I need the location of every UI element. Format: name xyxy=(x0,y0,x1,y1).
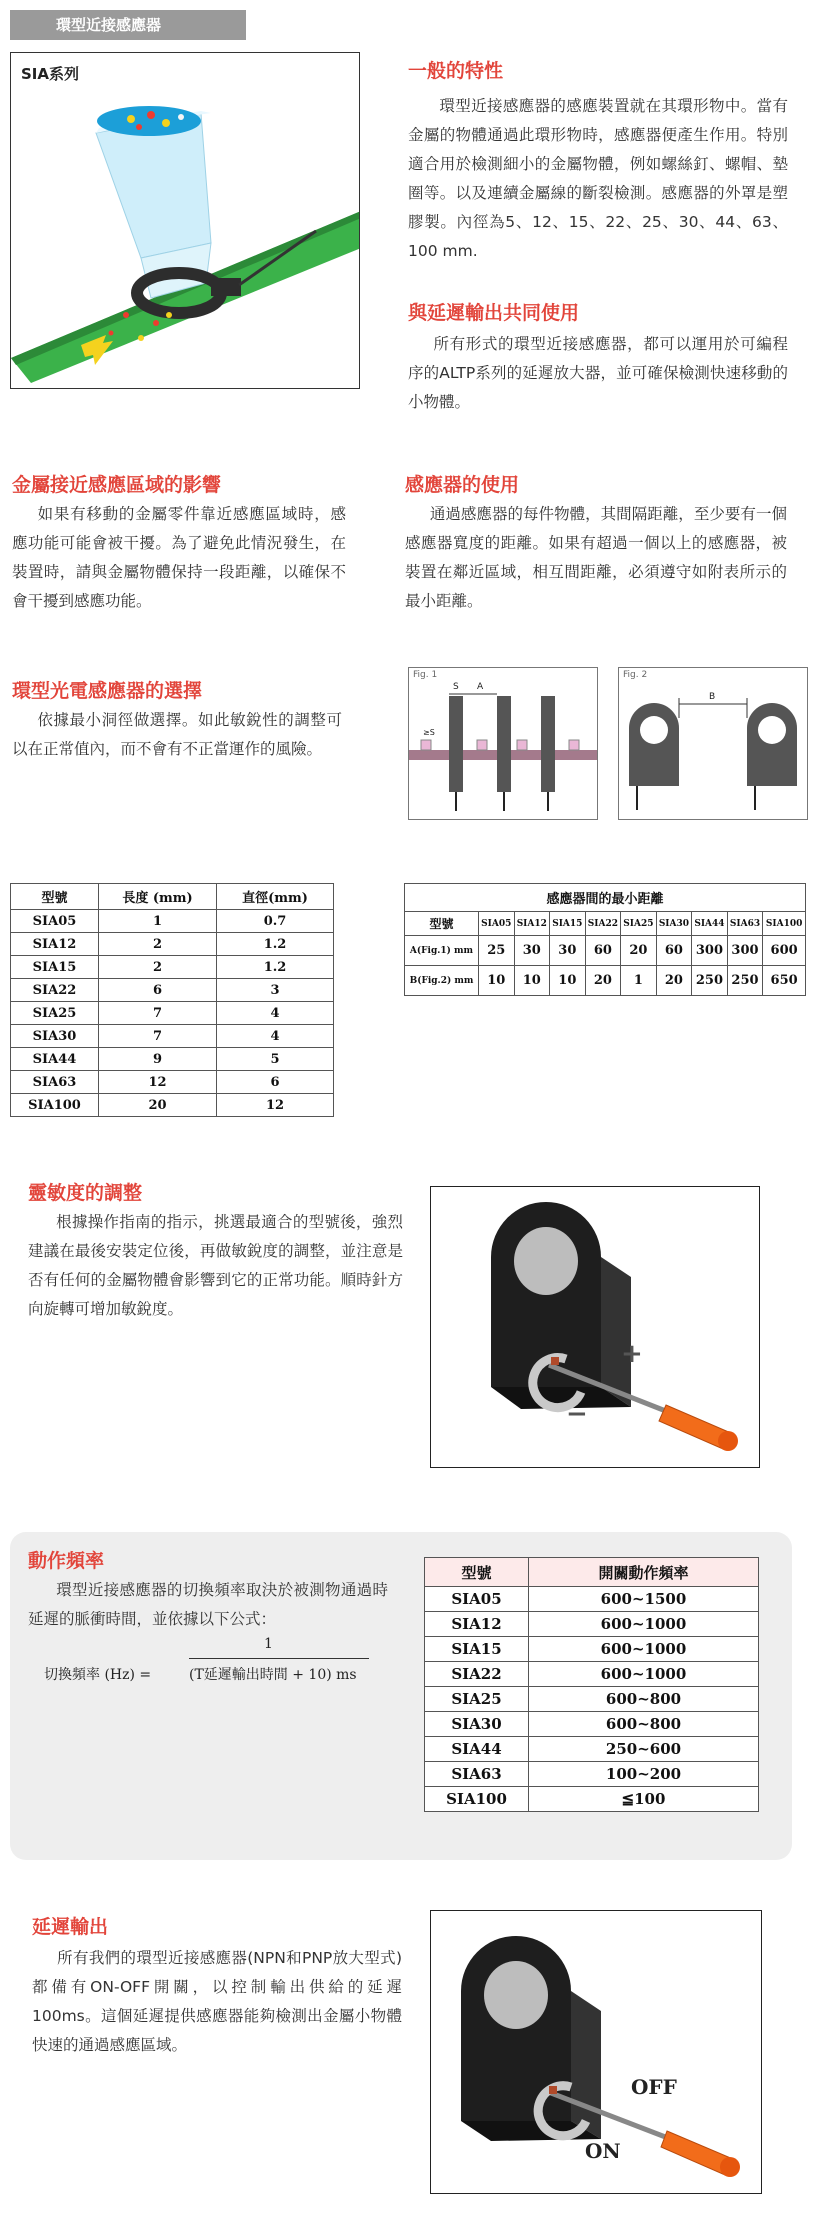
table-cell: SIA15 xyxy=(11,956,99,979)
table-row xyxy=(425,1637,759,1662)
distance-b-label: B(Fig.2) mm xyxy=(405,966,479,996)
table-row xyxy=(425,1612,759,1637)
size-table-body xyxy=(11,910,334,1117)
conveyor-sensor-illustration xyxy=(11,53,360,389)
table-cell: 600~1000 xyxy=(529,1637,759,1662)
selection-heading: 環型光電感應器的選擇 xyxy=(12,680,203,702)
table-cell: SIA100 xyxy=(11,1094,99,1117)
sensitivity-heading: 靈敏度的調整 xyxy=(28,1182,143,1204)
sensitivity-image xyxy=(430,1186,760,1468)
table-row xyxy=(11,1094,334,1117)
figure-2-diagram xyxy=(619,668,808,820)
figure-1-ds-label: ≥S xyxy=(423,728,435,737)
distance-a-cell: 600 xyxy=(763,936,806,966)
table-cell: 1.2 xyxy=(217,956,334,979)
general-text xyxy=(408,92,788,266)
distance-a-cell: 60 xyxy=(585,936,621,966)
table-cell: 12 xyxy=(99,1071,217,1094)
table-cell: SIA63 xyxy=(425,1762,529,1787)
table-cell: SIA05 xyxy=(11,910,99,933)
size-table-header xyxy=(11,884,334,910)
table-cell: 5 xyxy=(217,1048,334,1071)
table-cell: 600~1000 xyxy=(529,1612,759,1637)
delay-use-text xyxy=(408,330,788,417)
table-cell: SIA05 xyxy=(425,1587,529,1612)
table-cell: 6 xyxy=(217,1071,334,1094)
table-cell: 20 xyxy=(99,1094,217,1117)
distance-model-cell: SIA12 xyxy=(514,912,550,936)
table-cell: 7 xyxy=(99,1025,217,1048)
distance-b-cell: 10 xyxy=(514,966,550,996)
plus-label: + xyxy=(621,1339,643,1369)
page-title-bar xyxy=(10,10,246,40)
distance-b-cell: 1 xyxy=(621,966,657,996)
size-col-length: 長度 (mm) xyxy=(99,884,217,910)
figure-1-a-label: A xyxy=(477,682,484,692)
formula-line xyxy=(189,1658,369,1659)
distance-b-cell: 20 xyxy=(585,966,621,996)
figure-2-b-label: B xyxy=(709,692,716,702)
formula-denominator: (T延遲輸出時間 + 10) ms xyxy=(189,1667,357,1683)
table-cell: SIA12 xyxy=(425,1612,529,1637)
freq-col-frequency: 開關動作頻率 xyxy=(529,1558,759,1587)
table-row xyxy=(11,1025,334,1048)
minus-label: − xyxy=(566,1399,588,1429)
distance-b-cell: 650 xyxy=(763,966,806,996)
table-cell: ≦100 xyxy=(529,1787,759,1812)
distance-model-cell: SIA63 xyxy=(727,912,763,936)
distance-b-cell: 10 xyxy=(479,966,515,996)
selection-text-body: 依據最小洞徑做選擇。如此敏銳性的調整可以在正常值內，而不會有不正當運作的風險。 xyxy=(12,711,342,758)
distance-a-cell: 20 xyxy=(621,936,657,966)
table-cell: SIA15 xyxy=(425,1637,529,1662)
table-row xyxy=(425,1687,759,1712)
table-cell: 600~1000 xyxy=(529,1662,759,1687)
table-row xyxy=(425,1762,759,1787)
distance-a-cell: 60 xyxy=(656,936,692,966)
table-cell: SIA30 xyxy=(425,1712,529,1737)
distance-b-cell: 10 xyxy=(550,966,586,996)
freq-col-model: 型號 xyxy=(425,1558,529,1587)
distance-b-row xyxy=(405,966,806,996)
table-row xyxy=(425,1787,759,1812)
table-cell: 4 xyxy=(217,1025,334,1048)
size-col-model: 型號 xyxy=(11,884,99,910)
distance-a-label: A(Fig.1) mm xyxy=(405,936,479,966)
table-cell: 7 xyxy=(99,1002,217,1025)
delay-use-heading: 與延遲輸出共同使用 xyxy=(408,302,580,324)
size-table xyxy=(10,883,334,1117)
distance-model-cell: SIA15 xyxy=(550,912,586,936)
metal-text-body: 如果有移動的金屬零件靠近感應區域時，感應功能可能會被干擾。為了避免此情況發生，在裝置時，請與金屬物體保持一段距離，以確保不會干擾到感應功能。 xyxy=(12,505,346,610)
figure-1-s-label: S xyxy=(453,682,459,692)
table-cell: 100~200 xyxy=(529,1762,759,1787)
formula-numerator: 1 xyxy=(264,1636,273,1652)
table-row xyxy=(425,1662,759,1687)
distance-models-row xyxy=(405,912,806,936)
table-cell: 600~800 xyxy=(529,1712,759,1737)
table-row xyxy=(11,1071,334,1094)
frequency-text-body: 環型近接感應器的切換頻率取決於被測物通過時延遲的脈衝時間，並依據以下公式： xyxy=(28,1581,388,1628)
figure-2 xyxy=(618,667,808,820)
distance-model-cell: SIA44 xyxy=(692,912,728,936)
table-cell: 4 xyxy=(217,1002,334,1025)
distance-table-title: 感應器間的最小距離 xyxy=(405,884,806,912)
off-label: OFF xyxy=(631,2075,677,2099)
general-heading: 一般的特性 xyxy=(408,60,504,82)
sensitivity-text xyxy=(28,1208,403,1324)
frequency-table-body xyxy=(425,1587,759,1812)
table-cell: SIA63 xyxy=(11,1071,99,1094)
table-row xyxy=(11,979,334,1002)
table-cell: SIA25 xyxy=(425,1687,529,1712)
table-cell: 12 xyxy=(217,1094,334,1117)
delay-use-text-body: 所有形式的環型近接感應器，都可以運用於可編程序的ALTP系列的延遲放大器，並可確保檢測快速移動的小物體。 xyxy=(408,335,788,411)
distance-model-cell: SIA25 xyxy=(621,912,657,936)
selection-text xyxy=(12,706,342,764)
table-cell: SIA44 xyxy=(11,1048,99,1071)
table-cell: SIA30 xyxy=(11,1025,99,1048)
table-cell: 1 xyxy=(99,910,217,933)
table-row xyxy=(425,1737,759,1762)
distance-model-label: 型號 xyxy=(405,912,479,936)
table-row xyxy=(11,1002,334,1025)
figure-1-diagram xyxy=(409,668,598,820)
distance-a-row xyxy=(405,936,806,966)
table-cell: 2 xyxy=(99,956,217,979)
table-row xyxy=(11,933,334,956)
distance-a-cell: 300 xyxy=(727,936,763,966)
table-cell: 250~600 xyxy=(529,1737,759,1762)
frequency-table xyxy=(424,1557,759,1812)
distance-a-cell: 300 xyxy=(692,936,728,966)
formula-lhs: 切換頻率 (Hz) = xyxy=(44,1667,152,1683)
distance-model-cell: SIA22 xyxy=(585,912,621,936)
figure-2-label: Fig. 2 xyxy=(623,670,648,680)
distance-title-row xyxy=(405,884,806,912)
table-row xyxy=(11,1048,334,1071)
usage-text xyxy=(405,500,787,616)
usage-text-body: 通過感應器的每件物體，其間隔距離，至少要有一個感應器寬度的距離。如果有超過一個以上的感應器，被裝置在鄰近區域，相互間距離，必須遵守如附表所示的最小距離。 xyxy=(405,505,787,610)
frequency-text xyxy=(28,1576,388,1634)
distance-table xyxy=(404,883,806,996)
distance-model-cell: SIA100 xyxy=(763,912,806,936)
table-cell: SIA25 xyxy=(11,1002,99,1025)
distance-a-cell: 25 xyxy=(479,936,515,966)
table-cell: SIA100 xyxy=(425,1787,529,1812)
figure-1 xyxy=(408,667,598,820)
metal-heading: 金屬接近感應區域的影響 xyxy=(12,474,222,496)
table-cell: 9 xyxy=(99,1048,217,1071)
distance-model-cell: SIA30 xyxy=(656,912,692,936)
table-cell: 600~1500 xyxy=(529,1587,759,1612)
screwdriver-adjust-illustration xyxy=(431,1187,760,1468)
table-cell: 600~800 xyxy=(529,1687,759,1712)
table-row xyxy=(425,1712,759,1737)
table-cell: SIA22 xyxy=(425,1662,529,1687)
size-col-diameter: 直徑(mm) xyxy=(217,884,334,910)
table-cell: SIA44 xyxy=(425,1737,529,1762)
table-cell: 3 xyxy=(217,979,334,1002)
table-row xyxy=(11,910,334,933)
metal-text xyxy=(12,500,346,616)
figure-1-label: Fig. 1 xyxy=(413,670,438,680)
distance-b-cell: 20 xyxy=(656,966,692,996)
hero-image xyxy=(10,52,360,389)
table-row xyxy=(425,1587,759,1612)
table-cell: SIA12 xyxy=(11,933,99,956)
table-cell: 2 xyxy=(99,933,217,956)
on-label: ON xyxy=(585,2139,621,2163)
distance-a-cell: 30 xyxy=(514,936,550,966)
table-cell: 1.2 xyxy=(217,933,334,956)
table-cell: 6 xyxy=(99,979,217,1002)
frequency-table-header xyxy=(425,1558,759,1587)
general-text-body: 環型近接感應器的感應裝置就在其環形物中。當有金屬的物體通過此環形物時，感應器便產生作用。特別適合用於檢測細小的金屬物體，例如螺絲釘、螺帽、墊圈等。以及連續金屬線的斷裂檢測。感應器的外罩是塑膠製。內徑為5、12、15、22、25、30、44、63、100 mm. xyxy=(408,97,788,260)
distance-model-cell: SIA05 xyxy=(479,912,515,936)
delay-output-heading: 延遲輸出 xyxy=(32,1916,109,1938)
distance-b-cell: 250 xyxy=(727,966,763,996)
delay-output-text xyxy=(32,1944,402,2060)
table-row xyxy=(11,956,334,979)
usage-heading: 感應器的使用 xyxy=(405,474,520,496)
sensitivity-text-body: 根據操作指南的指示，挑選最適合的型號後，強烈建議在最後安裝定位後，再做敏銳度的調整，並注意是否有任何的金屬物體會影響到它的正常功能。順時針方向旋轉可增加敏銳度。 xyxy=(28,1213,403,1318)
series-label: SIA系列 xyxy=(21,65,79,83)
frequency-heading: 動作頻率 xyxy=(28,1550,105,1572)
page-title: 環型近接感應器 xyxy=(56,16,162,34)
table-cell: SIA22 xyxy=(11,979,99,1002)
distance-a-cell: 30 xyxy=(550,936,586,966)
delay-switch-image xyxy=(430,1910,762,2194)
delay-output-text-body: 所有我們的環型近接感應器(NPN和PNP放大型式)都備有ON-OFF開關，以控制輸出供給的延遲100ms。這個延遲提供感應器能夠檢測出金屬小物體快速的通過感應區域。 xyxy=(32,1949,402,2054)
distance-b-cell: 250 xyxy=(692,966,728,996)
table-cell: 0.7 xyxy=(217,910,334,933)
